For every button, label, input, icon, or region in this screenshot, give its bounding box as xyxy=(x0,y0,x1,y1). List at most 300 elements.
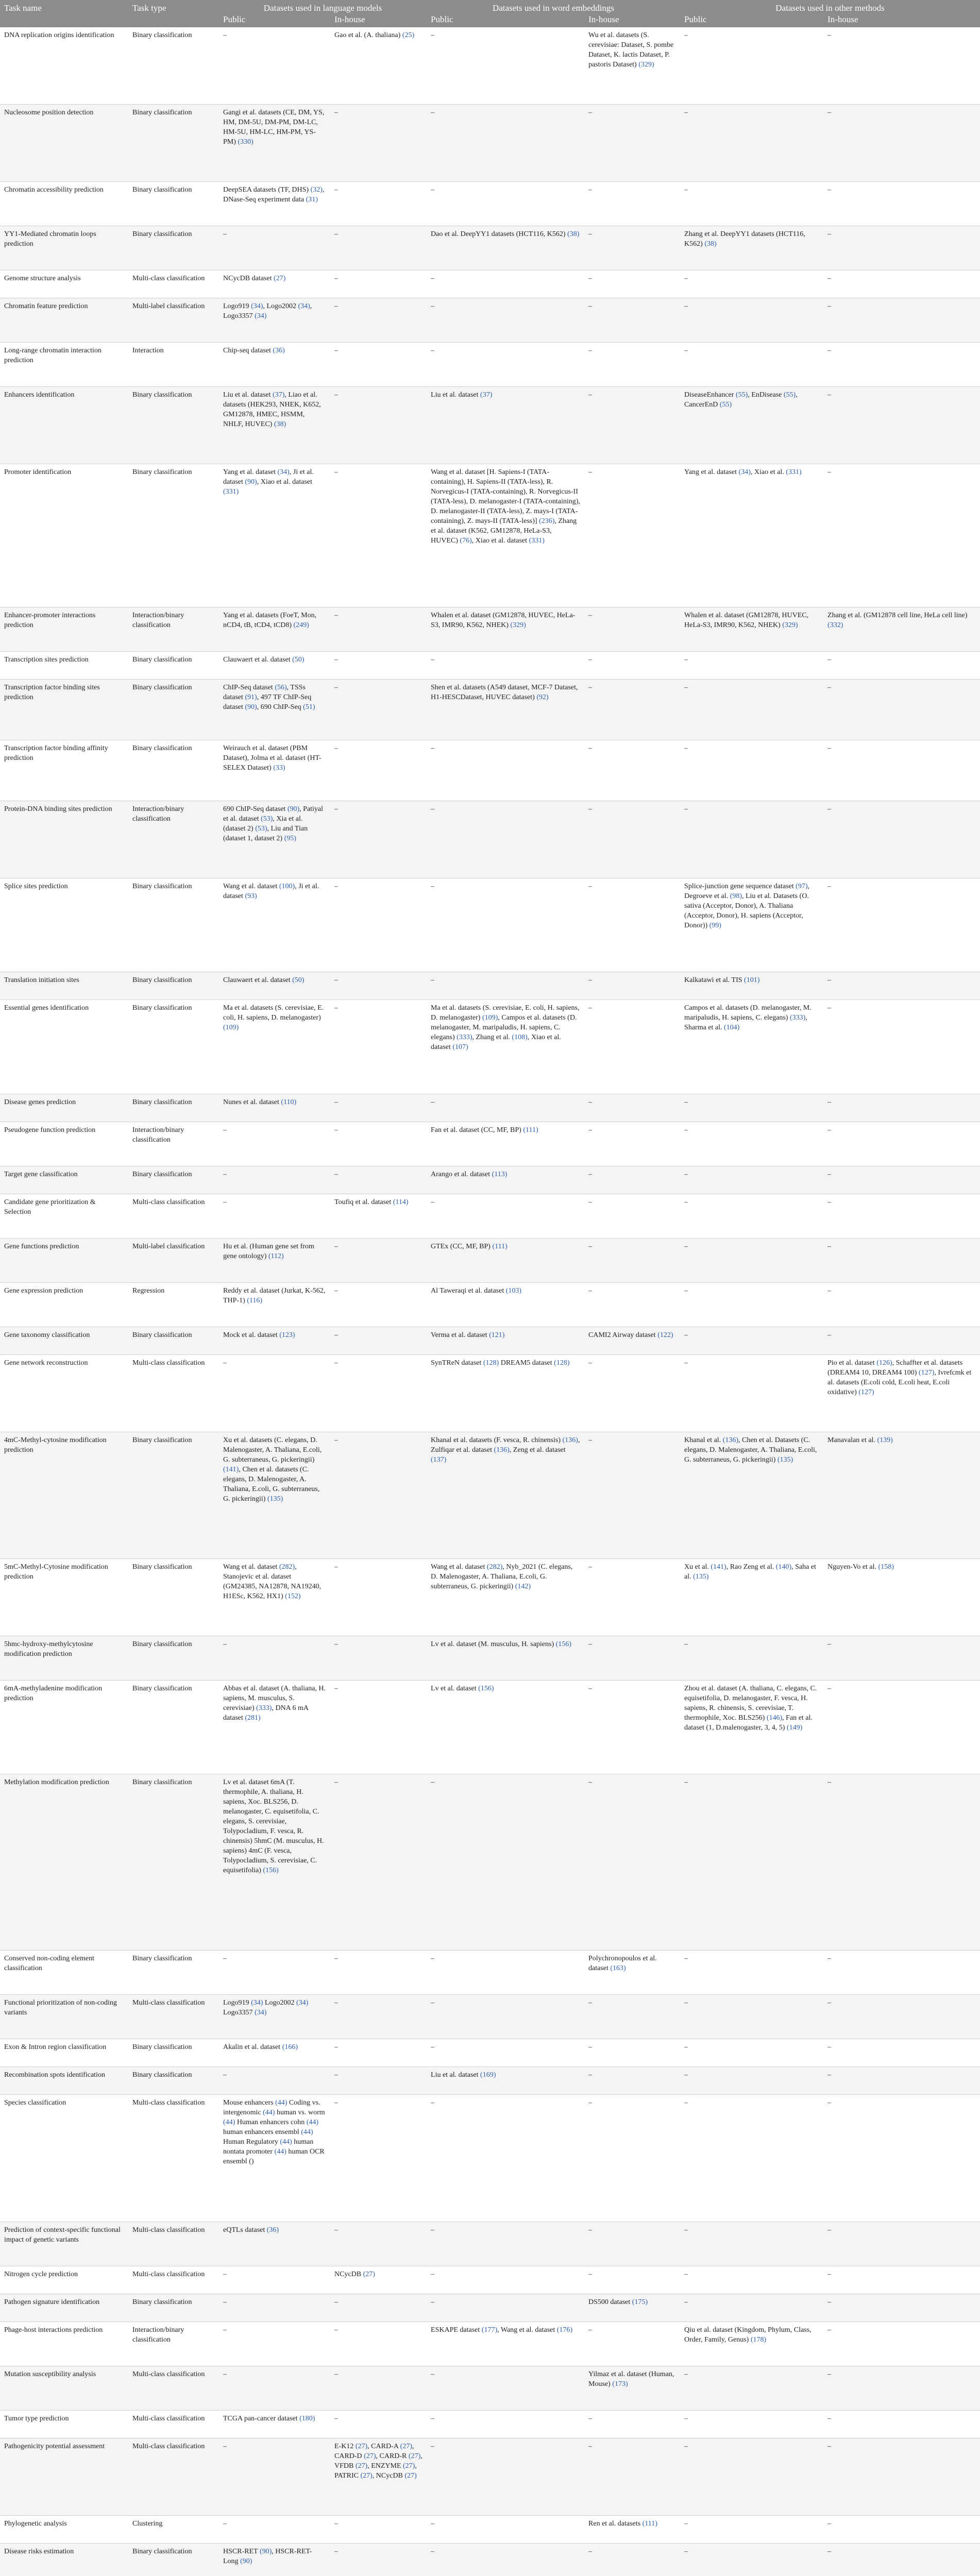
citation-link[interactable]: (51) xyxy=(303,703,315,711)
table-row xyxy=(0,1680,980,1774)
citation-link[interactable]: (104) xyxy=(724,1024,740,1032)
citation-link[interactable]: (27) xyxy=(404,2471,417,2480)
om-inhouse-cell: – xyxy=(823,1774,980,1951)
citation-link[interactable]: (90) xyxy=(287,805,300,814)
citation-link[interactable]: (38) xyxy=(274,420,286,428)
lm-inhouse-cell: – xyxy=(330,181,427,226)
task-type-cell: Binary classification xyxy=(128,2543,219,2576)
citation-link[interactable]: (44) xyxy=(301,2128,313,2137)
om-public-cell: Whalen et al. dataset (GM12878, HUVEC, HeLa-S3, IMR90, K562, NHEK) (329) xyxy=(680,607,823,652)
table-row xyxy=(0,680,980,740)
citation-link[interactable]: (141) xyxy=(223,1465,239,1473)
lm-public-cell: ChIP-Seq dataset (56), TSSs dataset (91), 497 TF ChIP-Seq dataset (90), 690 ChIP-Seq (51) xyxy=(219,680,330,740)
citation-link[interactable]: (141) xyxy=(711,1563,726,1571)
lm-public-cell: – xyxy=(219,1951,330,1995)
we-inhouse-cell: Polychronopoulos et al. dataset (163) xyxy=(584,1951,680,1995)
citation-link[interactable]: (173) xyxy=(612,2380,628,2388)
citation-link[interactable]: (90) xyxy=(245,703,257,711)
task-name-cell: Nitrogen cycle prediction xyxy=(0,2266,128,2294)
citation-link[interactable]: (113) xyxy=(492,1170,508,1178)
we-inhouse-cell: – xyxy=(584,801,680,878)
om-inhouse-cell: Zhang et al. (GM12878 cell line, HeLa cell line) (332) xyxy=(823,607,980,652)
citation-link[interactable]: (163) xyxy=(610,1964,626,1973)
lm-public-cell: – xyxy=(219,1636,330,1680)
lm-public-cell: DeepSEA datasets (TF, DHS) (32), DNase-Seq experiment data (31) xyxy=(219,181,330,226)
citation-link[interactable]: (111) xyxy=(492,1242,508,1250)
citation-link[interactable]: (44) xyxy=(263,2109,275,2117)
table-row xyxy=(0,2294,980,2321)
citation-link[interactable]: (331) xyxy=(223,487,239,496)
table-row xyxy=(0,1558,980,1636)
citation-link[interactable]: (37) xyxy=(273,391,285,399)
lm-public-cell: Yang et al. dataset (34), Ji et al. dataset (90), Xiao et al. dataset (331) xyxy=(219,464,330,607)
citation-link[interactable]: (34) xyxy=(251,302,263,310)
task-type-cell: Binary classification xyxy=(128,1327,219,1354)
citation-link[interactable]: (31) xyxy=(306,195,318,204)
lm-inhouse-cell: E-K12 (27), CARD-A (27), CARD-D (27), CARD-R (27), VFDB (27), ENZYME (27), PATRIC (27), NCycDB (27) xyxy=(330,2438,427,2515)
task-name-cell: Nucleosome position detection xyxy=(0,104,128,181)
we-public-cell: SynTReN dataset (128) DREAM5 dataset (128) xyxy=(427,1354,584,1432)
task-name-cell: Chromatin feature prediction xyxy=(0,298,128,342)
lm-public-cell: Mouse enhancers (44) Coding vs. intergenomic (44) human vs. worm (44) Human enhancers cohn (44) human enhancers ensembl (44) Human Regulatory (44) human nontata promoter (44) human OCR ensembl () xyxy=(219,2095,330,2222)
citation-link[interactable]: (108) xyxy=(512,1033,528,1042)
citation-link[interactable]: (99) xyxy=(709,922,721,930)
om-public-cell: Qiu et al. dataset (Kingdom, Phylum, Class, Order, Family, Genus) (178) xyxy=(680,2321,823,2366)
om-inhouse-cell: – xyxy=(823,27,980,104)
om-public-cell: – xyxy=(680,270,823,298)
we-public-cell: Shen et al. datasets (A549 dataset, MCF-7 Dataset, H1-HESCDataset, HUVEC dataset) (92) xyxy=(427,680,584,740)
citation-link[interactable]: (53) xyxy=(261,815,273,823)
citation-link[interactable]: (169) xyxy=(480,2071,496,2079)
citation-link[interactable]: (111) xyxy=(642,2519,657,2528)
citation-link[interactable]: (55) xyxy=(719,400,732,409)
citation-link[interactable]: (107) xyxy=(452,1043,468,1052)
task-type-cell: Binary classification xyxy=(128,464,219,607)
lm-inhouse-cell: – xyxy=(330,1636,427,1680)
we-inhouse-cell: – xyxy=(584,270,680,298)
lm-public-cell: Wang et al. dataset (282), Stanojevic et al. dataset (GM24385, NA12878, NA19240, H1ESc, K562, HX1) (152) xyxy=(219,1558,330,1636)
citation-link[interactable]: (34) xyxy=(298,302,310,310)
task-name-cell: Species classification xyxy=(0,2095,128,2222)
citation-link[interactable]: (34) xyxy=(251,1999,263,2007)
om-public-cell: – xyxy=(680,2222,823,2266)
task-name-cell: Tumor type prediction xyxy=(0,2410,128,2438)
we-public-cell: – xyxy=(427,1774,584,1951)
task-type-cell: Binary classification xyxy=(128,386,219,464)
we-inhouse-cell: – xyxy=(584,1680,680,1774)
om-public-cell: Kalkatawi et al. TIS (101) xyxy=(680,972,823,1000)
task-type-cell: Binary classification xyxy=(128,226,219,270)
citation-link[interactable]: (149) xyxy=(786,1723,803,1732)
lm-inhouse-cell: – xyxy=(330,1354,427,1432)
citation-link[interactable]: (55) xyxy=(735,391,748,399)
citation-link[interactable]: (50) xyxy=(292,656,305,664)
citation-link[interactable]: (178) xyxy=(750,2335,767,2344)
we-inhouse-cell: – xyxy=(584,1094,680,1122)
lm-public-cell: – xyxy=(219,1354,330,1432)
task-type-cell: Binary classification xyxy=(128,680,219,740)
citation-link[interactable]: (121) xyxy=(489,1331,505,1339)
om-public-cell: Zhang et al. DeepYY1 datasets (HCT116, K562) (38) xyxy=(680,226,823,270)
om-public-cell: – xyxy=(680,2410,823,2438)
citation-link[interactable]: (142) xyxy=(515,1582,531,1590)
lm-inhouse-cell: – xyxy=(330,2321,427,2366)
om-public-cell: – xyxy=(680,2095,823,2222)
we-public-cell: – xyxy=(427,2039,584,2067)
citation-link[interactable]: (128) xyxy=(554,1359,570,1367)
om-public-cell: – xyxy=(680,801,823,878)
we-inhouse-cell: – xyxy=(584,342,680,386)
table-row xyxy=(0,1432,980,1558)
we-public-cell: – xyxy=(427,972,584,1000)
citation-link[interactable]: (27) xyxy=(403,2462,415,2470)
we-inhouse-cell: CAMI2 Airway dataset (122) xyxy=(584,1327,680,1354)
task-name-cell: Disease risks estimation xyxy=(0,2543,128,2576)
citation-link[interactable]: (249) xyxy=(293,621,309,630)
citation-link[interactable]: (177) xyxy=(481,2326,498,2334)
we-public-cell: – xyxy=(427,2266,584,2294)
we-inhouse-cell: – xyxy=(584,2222,680,2266)
we-inhouse-cell: – xyxy=(584,1636,680,1680)
table-row xyxy=(0,2222,980,2266)
citation-link[interactable]: (98) xyxy=(730,892,742,901)
citation-link[interactable]: (50) xyxy=(292,976,305,985)
lm-public-cell: Nunes et al. dataset (110) xyxy=(219,1094,330,1122)
we-inhouse-cell: Wu et al. datasets (S. cerevisiae: Dataset, S. pombe Dataset, K. lactis Dataset, P. pastoris Dataset) (329) xyxy=(584,27,680,104)
citation-link[interactable]: (27) xyxy=(400,2442,412,2450)
we-public-cell: Whalen et al. dataset (GM12878, HUVEC, HeLa-S3, IMR90, K562, NHEK) (329) xyxy=(427,607,584,652)
task-name-cell: Transcription factor binding sites prediction xyxy=(0,680,128,740)
we-public-cell: – xyxy=(427,181,584,226)
citation-link[interactable]: (156) xyxy=(263,1867,279,1875)
citation-link[interactable]: (329) xyxy=(782,621,798,630)
lm-inhouse-cell: Toufiq et al. dataset (114) xyxy=(330,1194,427,1238)
om-public-cell: Khanal et al. (136), Chen et al. Datasets (C. elegans, D. Malenogaster, A. Thaliana, E.coli, G. subterraneus, G. pickeringii) (135) xyxy=(680,1432,823,1558)
lm-inhouse-cell: – xyxy=(330,1680,427,1774)
table-row xyxy=(0,1951,980,1995)
we-inhouse-cell: – xyxy=(584,1995,680,2039)
we-inhouse-cell: – xyxy=(584,298,680,342)
we-public-cell: – xyxy=(427,2095,584,2222)
citation-link[interactable]: (110) xyxy=(281,1098,297,1106)
task-name-cell: Gene functions prediction xyxy=(0,1238,128,1282)
citation-link[interactable]: (135) xyxy=(267,1495,283,1503)
om-inhouse-cell: – xyxy=(823,298,980,342)
citation-link[interactable]: (333) xyxy=(256,1704,272,1712)
task-type-cell: Multi-class classification xyxy=(128,2266,219,2294)
lm-public-cell: Lv et al. dataset 6mA (T. thermophile, A. thaliana, H. sapiens, Xoc. BLS256, D. melanogaster, C. equisetifolia, C. elegans, S. cerevisiae, Tolypocladium, F. vesca, R. chinensis) 5hmC (M. musculus, H. sapiens) 4mC (F. vesca, Tolypocladium, S. cerevisiae, C. equisetifolia) (156) xyxy=(219,1774,330,1951)
lm-inhouse-cell: – xyxy=(330,1995,427,2039)
om-inhouse-cell: – xyxy=(823,181,980,226)
we-public-cell: Wang et al. dataset [H. Sapiens-I (TATA-containing), H. Sapiens-II (TATA-less), R. Norvegicus-I (TATA-containing), R. Norvegicus-II (TATA-less), D. melanogaster-I (TATA-containing), D. melanogaster-II (TATA-less), Z. mays-I (TATA-containing), Z. mays-II (TATA-less)] (236), Zhang et al. dataset (K562, GM12878, HeLa-S3, HUVEC) (76), Xiao et al. dataset (331) xyxy=(427,464,584,607)
citation-link[interactable]: (126) xyxy=(876,1359,892,1367)
table-row xyxy=(0,270,980,298)
we-inhouse-cell: – xyxy=(584,464,680,607)
om-inhouse-cell: – xyxy=(823,1282,980,1327)
citation-link[interactable]: (90) xyxy=(245,478,257,486)
table-row xyxy=(0,1238,980,1282)
we-inhouse-cell: – xyxy=(584,1000,680,1094)
citation-link[interactable]: (27) xyxy=(364,2452,376,2460)
task-name-cell: Target gene classification xyxy=(0,1166,128,1194)
lm-public-cell: TCGA pan-cancer dataset (180) xyxy=(219,2410,330,2438)
citation-link[interactable]: (27) xyxy=(273,274,286,282)
citation-link[interactable]: (44) xyxy=(275,2099,288,2107)
citation-link[interactable]: (329) xyxy=(510,621,526,630)
citation-link[interactable]: (27) xyxy=(408,2452,421,2460)
citation-link[interactable]: (91) xyxy=(245,693,257,702)
citation-link[interactable]: (114) xyxy=(393,1198,409,1206)
task-name-cell: YY1-Mediated chromatin loops prediction xyxy=(0,226,128,270)
citation-link[interactable]: (92) xyxy=(536,693,549,702)
om-inhouse-cell: – xyxy=(823,270,980,298)
lm-inhouse-cell: – xyxy=(330,342,427,386)
citation-link[interactable]: (166) xyxy=(282,2043,298,2052)
table-row xyxy=(0,464,980,607)
lm-public-cell: Reddy et al. dataset (Jurkat, K-562, THP-1) (116) xyxy=(219,1282,330,1327)
citation-link[interactable]: (34) xyxy=(255,312,267,320)
table-row xyxy=(0,298,980,342)
citation-link[interactable]: (331) xyxy=(786,468,802,476)
citation-link[interactable]: (175) xyxy=(632,2298,648,2306)
om-public-cell: – xyxy=(680,652,823,680)
lm-public-cell: – xyxy=(219,2294,330,2321)
header-row-groups xyxy=(0,0,980,14)
citation-link[interactable]: (152) xyxy=(285,1592,301,1600)
citation-link[interactable]: (139) xyxy=(877,1436,893,1444)
we-public-cell: – xyxy=(427,27,584,104)
citation-link[interactable]: (100) xyxy=(279,883,295,891)
task-type-cell: Multi-class classification xyxy=(128,2366,219,2410)
om-inhouse-cell: – xyxy=(823,1680,980,1774)
lm-inhouse-cell: Gao et al. (A. thaliana) (25) xyxy=(330,27,427,104)
we-inhouse-cell: – xyxy=(584,1166,680,1194)
om-inhouse-cell: Pio et al. dataset (126), Schaffter et al. datasets (DREAM4 10, DREAM4 100) (127), Ivrefcmk et al. datasets (E.coli cold, E.coli heat, E.coli oxidative) (127) xyxy=(823,1354,980,1432)
lm-public-cell: – xyxy=(219,2366,330,2410)
task-type-cell: Binary classification xyxy=(128,740,219,801)
citation-link[interactable]: (282) xyxy=(486,1563,503,1571)
citation-link[interactable]: (127) xyxy=(918,1368,935,1377)
citation-link[interactable]: (122) xyxy=(657,1331,673,1339)
citation-link[interactable]: (158) xyxy=(878,1563,894,1571)
task-name-cell: Disease genes prediction xyxy=(0,1094,128,1122)
citation-link[interactable]: (34) xyxy=(255,2009,267,2017)
citation-link[interactable]: (27) xyxy=(363,2270,375,2278)
citation-link[interactable]: (36) xyxy=(266,2226,279,2234)
citation-link[interactable]: (34) xyxy=(296,1999,309,2007)
header-lm-inhouse: In-house xyxy=(330,14,427,27)
citation-link[interactable]: (128) xyxy=(483,1359,499,1367)
citation-link[interactable]: (76) xyxy=(460,536,472,545)
citation-link[interactable]: (135) xyxy=(777,1455,793,1464)
citation-link[interactable]: (90) xyxy=(240,2557,252,2565)
citation-link[interactable]: (136) xyxy=(494,1446,510,1454)
citation-link[interactable]: (32) xyxy=(310,185,323,194)
citation-link[interactable]: (44) xyxy=(223,2119,235,2127)
citation-link[interactable]: (90) xyxy=(259,2547,272,2555)
task-name-cell: 6mA-methyladenine modification prediction xyxy=(0,1680,128,1774)
citation-link[interactable]: (27) xyxy=(355,2442,368,2450)
om-inhouse-cell: – xyxy=(823,1238,980,1282)
lm-inhouse-cell: – xyxy=(330,607,427,652)
citation-link[interactable]: (95) xyxy=(284,835,296,843)
citation-link[interactable]: (333) xyxy=(789,1014,806,1022)
om-public-cell: – xyxy=(680,2266,823,2294)
citation-link[interactable]: (109) xyxy=(482,1014,498,1022)
citation-link[interactable]: (127) xyxy=(858,1388,874,1396)
citation-link[interactable]: (36) xyxy=(273,346,285,354)
task-type-cell: Binary classification xyxy=(128,1774,219,1951)
citation-link[interactable]: (135) xyxy=(693,1572,709,1581)
citation-link[interactable]: (103) xyxy=(505,1286,522,1295)
we-public-cell: – xyxy=(427,2410,584,2438)
table-row xyxy=(0,878,980,972)
citation-link[interactable]: (55) xyxy=(783,391,796,399)
citation-link[interactable]: (34) xyxy=(277,468,290,476)
we-inhouse-cell: – xyxy=(584,1238,680,1282)
citation-link[interactable]: (44) xyxy=(274,2148,286,2156)
we-public-cell: – xyxy=(427,2543,584,2576)
lm-inhouse-cell: – xyxy=(330,2067,427,2095)
citation-link[interactable]: (111) xyxy=(523,1126,538,1134)
task-type-cell: Multi-class classification xyxy=(128,2095,219,2222)
citation-link[interactable]: (101) xyxy=(744,976,760,985)
om-inhouse-cell: – xyxy=(823,1995,980,2039)
we-inhouse-cell: – xyxy=(584,2321,680,2366)
lm-public-cell: NCycDB dataset (27) xyxy=(219,270,330,298)
we-inhouse-cell: – xyxy=(584,1282,680,1327)
we-inhouse-cell: – xyxy=(584,607,680,652)
task-type-cell: Binary classification xyxy=(128,1432,219,1558)
om-inhouse-cell: – xyxy=(823,1094,980,1122)
header-om-inhouse: In-house xyxy=(823,14,980,27)
citation-link[interactable]: (112) xyxy=(268,1252,284,1260)
table-row xyxy=(0,801,980,878)
lm-public-cell: – xyxy=(219,1194,330,1238)
task-type-cell: Binary classification xyxy=(128,1166,219,1194)
task-type-cell: Binary classification xyxy=(128,1000,219,1094)
lm-inhouse-cell: – xyxy=(330,2543,427,2576)
citation-link[interactable]: (53) xyxy=(255,825,267,833)
om-inhouse-cell: – xyxy=(823,386,980,464)
header-om-public: Public xyxy=(680,14,823,27)
table-row xyxy=(0,1327,980,1354)
table-row xyxy=(0,1774,980,1951)
lm-inhouse-cell: – xyxy=(330,298,427,342)
citation-link[interactable]: (38) xyxy=(567,230,580,238)
citation-link[interactable]: (329) xyxy=(638,61,654,69)
lm-inhouse-cell: – xyxy=(330,104,427,181)
citation-link[interactable]: (25) xyxy=(402,31,415,39)
task-name-cell: Protein-DNA binding sites prediction xyxy=(0,801,128,878)
citation-link[interactable]: (37) xyxy=(480,391,493,399)
citation-link[interactable]: (109) xyxy=(223,1024,239,1032)
citation-link[interactable]: (146) xyxy=(766,1714,783,1722)
table-row xyxy=(0,607,980,652)
we-public-cell: – xyxy=(427,342,584,386)
citation-link[interactable]: (137) xyxy=(431,1455,447,1464)
we-public-cell: – xyxy=(427,1995,584,2039)
citation-link[interactable]: (330) xyxy=(238,138,254,146)
om-public-cell: – xyxy=(680,1995,823,2039)
citation-link[interactable]: (27) xyxy=(360,2471,373,2480)
om-public-cell: – xyxy=(680,1122,823,1166)
om-public-cell: Campos et al. datasets (D. melanogaster, M. maripaludis, H. sapiens, C. elegans) (333), Sharma et al. (104) xyxy=(680,1000,823,1094)
lm-inhouse-cell: – xyxy=(330,386,427,464)
citation-link[interactable]: (140) xyxy=(775,1563,792,1571)
task-name-cell: 5hmc-hydroxy-methylcytosine modification prediction xyxy=(0,1636,128,1680)
citation-link[interactable]: (33) xyxy=(273,764,285,772)
lm-inhouse-cell: – xyxy=(330,878,427,972)
citation-link[interactable]: (156) xyxy=(555,1640,571,1648)
table-row xyxy=(0,2410,980,2438)
lm-inhouse-cell: – xyxy=(330,1122,427,1166)
we-inhouse-cell: – xyxy=(584,2410,680,2438)
citation-link[interactable]: (176) xyxy=(556,2326,573,2334)
om-inhouse-cell: – xyxy=(823,1951,980,1995)
citation-link[interactable]: (123) xyxy=(279,1331,295,1339)
citation-link[interactable]: (44) xyxy=(306,2119,319,2127)
om-public-cell: – xyxy=(680,1094,823,1122)
citation-link[interactable]: (136) xyxy=(722,1436,738,1444)
citation-link[interactable]: (136) xyxy=(562,1436,578,1444)
om-public-cell: – xyxy=(680,1238,823,1282)
citation-link[interactable]: (27) xyxy=(355,2462,368,2470)
table-row xyxy=(0,104,980,181)
citation-link[interactable]: (180) xyxy=(299,2414,315,2422)
citation-link[interactable]: (34) xyxy=(738,468,751,476)
citation-link[interactable]: (56) xyxy=(275,684,287,692)
task-name-cell: Transcription sites prediction xyxy=(0,652,128,680)
task-name-cell: Mutation susceptibility analysis xyxy=(0,2366,128,2410)
task-name-cell: Chromatin accessibility prediction xyxy=(0,181,128,226)
task-name-cell: Pathogen signature identification xyxy=(0,2294,128,2321)
citation-link[interactable]: (332) xyxy=(827,621,843,630)
lm-inhouse-cell: – xyxy=(330,1094,427,1122)
citation-link[interactable]: (156) xyxy=(478,1684,494,1692)
om-inhouse-cell: – xyxy=(823,464,980,607)
task-name-cell: Translation initiation sites xyxy=(0,972,128,1000)
we-public-cell: Liu et al. dataset (169) xyxy=(427,2067,584,2095)
citation-link[interactable]: (281) xyxy=(245,1714,261,1722)
lm-inhouse-cell: – xyxy=(330,1327,427,1354)
task-type-cell: Binary classification xyxy=(128,2067,219,2095)
citation-link[interactable]: (282) xyxy=(279,1563,295,1571)
table-body xyxy=(0,27,980,2576)
citation-link[interactable]: (331) xyxy=(529,536,545,545)
lm-public-cell: – xyxy=(219,2321,330,2366)
table-row xyxy=(0,386,980,464)
header-task-type: Task type xyxy=(128,0,219,27)
citation-link[interactable]: (38) xyxy=(704,240,717,248)
om-inhouse-cell: – xyxy=(823,1636,980,1680)
citation-link[interactable]: (97) xyxy=(796,883,808,891)
citation-link[interactable]: (333) xyxy=(457,1033,472,1042)
we-inhouse-cell: – xyxy=(584,1354,680,1432)
lm-inhouse-cell: – xyxy=(330,2222,427,2266)
task-name-cell: Enhancers identification xyxy=(0,386,128,464)
task-name-cell: Recombination spots identification xyxy=(0,2067,128,2095)
table-row xyxy=(0,2321,980,2366)
lm-public-cell: Yang et al. datasets (FoeT, Mon, nCD4, tB, tCD4, tCD8) (249) xyxy=(219,607,330,652)
we-inhouse-cell: – xyxy=(584,226,680,270)
citation-link[interactable]: (236) xyxy=(539,517,555,525)
lm-public-cell: Wang et al. dataset (100), Ji et al. dataset (93) xyxy=(219,878,330,972)
citation-link[interactable]: (93) xyxy=(245,892,257,901)
citation-link[interactable]: (116) xyxy=(247,1296,263,1304)
citation-link[interactable]: (44) xyxy=(280,2138,292,2146)
we-inhouse-cell: DS500 dataset (175) xyxy=(584,2294,680,2321)
